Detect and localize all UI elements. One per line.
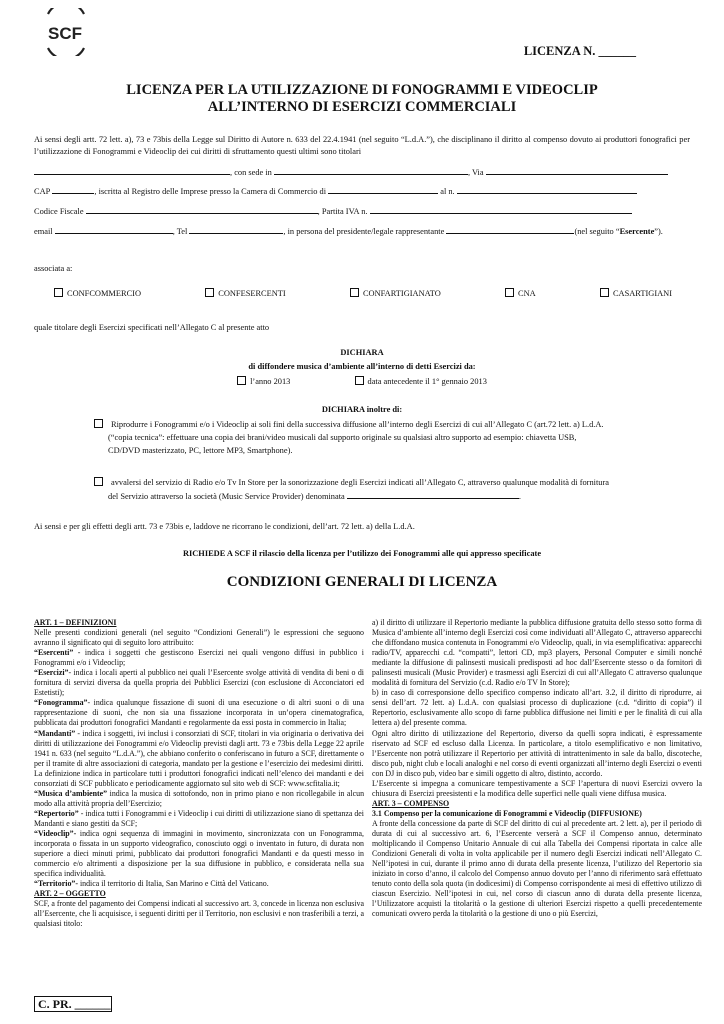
definition: indica il territorio di Italia, San Marino e Città del Vaticano. <box>77 879 269 889</box>
title-line-2: ALL’INTERNO DI ESERCIZI COMMERCIALI <box>207 99 517 115</box>
term: “Esercenti” <box>34 648 74 658</box>
option-cna[interactable] <box>505 288 536 298</box>
def-fonogramma <box>34 698 364 728</box>
tel-label: , Tel <box>172 227 188 236</box>
item-text: (“copia tecnica”: effettuare una copia dei brani/video musicali dal supporto originale su qualsiasi altro supporto ad esempio: chiavetta USB, <box>108 433 577 442</box>
checkbox-icon[interactable] <box>505 288 514 297</box>
associata-label: associata a: <box>34 264 73 273</box>
art2-heading: ART. 2 – OGGETTO <box>34 889 106 899</box>
title-line-1: LICENZA PER LA UTILIZZAZIONE DI FONOGRAMMI E VIDEOCLIP <box>126 82 598 98</box>
art2-text: SCF, a fronte del pagamento dei Compensi indicati al successivo art. 3, concede in licenza non esclusiva all’Esercente, che li acquisisce, i seguenti diritti per il Territorio, non esclusivi e non trasferibili a terzi, a qualsiasi titolo: <box>34 899 364 929</box>
ai-sensi-text: Ai sensi e per gli effetti degli artt. 73 e 73bis e, laddove ne ricorrano le condizioni, dell’art. 72 lett. a) della L.d.A. <box>34 522 415 531</box>
art3-heading: ART. 3 – COMPENSO <box>372 798 450 808</box>
para-esercente: L’Esercente si impegna a comunicare tempestivamente a SCF l’apertura di nuovi Esercizi ovvero la chiusura di Esercizi preesistenti e la modifica delle superfici nelle quali viene diffusa musica. <box>372 778 702 798</box>
associazioni-row <box>34 288 690 298</box>
licence-number: LICENZA N. ______ <box>523 44 636 58</box>
quale-titolare-text: quale titolare degli Esercizi specificati nell’Allegato C al presente atto <box>34 323 270 332</box>
option-data-antecedente[interactable] <box>355 377 487 386</box>
dichiara-subheading: di diffondere musica d’ambiente all’interno di detti Esercizi da: <box>248 362 476 371</box>
music-provider-blank[interactable] <box>347 489 519 499</box>
art31-heading: 3.1 Compenso per la comunicazione di Fonogrammi e Videoclip (DIFFUSIONE) <box>372 808 642 818</box>
def-esercizi <box>34 668 364 698</box>
email-label: email <box>34 227 53 236</box>
def-territorio <box>34 879 364 889</box>
intro-paragraph: Ai sensi degli artt. 72 lett. a), 73 e 73bis della Legge sul Diritto di Autore n. 633 del 22.4.1941 (nel seguito “L.d.A.”), che disciplinano il diritto al compenso dovuto ai produttori fonografici per l’utilizzazione di Fonogrammi e Videoclip dei cui diritti di sfruttamento questi ultimi sono titolari <box>34 135 690 156</box>
def-musica-ambiente <box>34 789 364 809</box>
scf-logo <box>34 8 96 56</box>
def-videoclip <box>34 829 364 879</box>
option-label: CNA <box>518 289 536 298</box>
field-line-sede <box>34 165 690 177</box>
nel-seguito-end: ”). <box>654 227 663 236</box>
term: “Esercizi” <box>34 668 69 678</box>
checkbox-icon[interactable] <box>355 376 364 385</box>
checkbox-icon[interactable] <box>205 288 214 297</box>
item-text: del Servizio attraverso la società (Music Service Provider) denominata <box>108 492 345 501</box>
page-title <box>0 82 724 116</box>
nel-seguito-label: (nel seguito “ <box>574 227 620 236</box>
sede-blank[interactable] <box>274 165 468 175</box>
dichiara-inoltre-heading: DICHIARA inoltre di: <box>321 405 403 414</box>
def-mandanti <box>34 729 364 769</box>
partita-iva-label: , Partita IVA n. <box>317 207 368 216</box>
term: “Repertorio” <box>34 808 79 818</box>
def-repertorio <box>34 809 364 829</box>
definition: - indica i locali aperti al pubblico nei quali l’Esercente svolge attività di vendita di beni o di fornitura di servizi diversa da quella propria dei Pubblici Esercizi (con esclusione di Acconciatori ed Estetisti); <box>34 668 364 698</box>
def-definizione: La definizione indica in particolare tutti i produttori fonografici indicati nell’elenco dei mandanti e dei consorziati di SCF pubblicato e periodicamente aggiornato sul sito web di SCF: www.scfitalia.it; <box>34 768 364 788</box>
dichiara-options <box>0 376 724 386</box>
email-blank[interactable] <box>55 224 173 234</box>
richiede-text: RICHIEDE A SCF il rilascio della licenza per l’utilizzo dei Fonogrammi alle qui appresso specificate <box>182 549 542 558</box>
option-anno-2013[interactable] <box>237 377 290 386</box>
option-confcommercio[interactable] <box>54 288 141 298</box>
company-name-blank[interactable] <box>34 165 230 175</box>
def-esercenti <box>34 648 364 668</box>
tel-blank[interactable] <box>189 224 283 234</box>
conditions-title: CONDIZIONI GENERALI DI LICENZA <box>226 574 498 590</box>
esercente-term: Esercente <box>619 227 655 236</box>
option-label: CONFCOMMERCIO <box>67 289 141 298</box>
dichiara-item-1 <box>94 418 694 457</box>
field-line-email <box>34 224 690 236</box>
option-label: CONFESERCENTI <box>218 289 286 298</box>
checkbox-icon[interactable] <box>94 477 103 486</box>
option-label: CONFARTIGIANATO <box>362 289 441 298</box>
cpr-box[interactable]: C. PR. ______ <box>34 996 112 1012</box>
definition: - indica i soggetti che gestiscono Esercizi nei quali vengono diffusi in pubblico i Fonogrammi e/o i Videoclip; <box>34 648 364 668</box>
codice-fiscale-blank[interactable] <box>86 204 318 214</box>
codice-fiscale-label: Codice Fiscale <box>34 207 84 216</box>
camera-commercio-blank[interactable] <box>328 184 438 194</box>
item-text: Riprodurre i Fonogrammi e/o i Videoclip ai soli fini della successiva diffusione all’interno degli Esercizi di cui all’Allegato C (art.72 lett. a) L.d.A. <box>111 420 604 429</box>
via-label: , Via <box>467 168 484 177</box>
definition: indica la musica di sottofondo, non in primo piano e non ricollegabile in alcun modo alla attività propria dell’Esercizio; <box>34 788 365 808</box>
item-text: CD/DVD masterizzato, PC, lettore MP3, Smartphone). <box>108 446 293 455</box>
para-other-rights: Ogni altro diritto di utilizzazione del Repertorio, diverso da quelli sopra indicati, è espressamente riservato ad SCF ed escluso dalla Licenza. In particolare, a titolo esemplificativo e non limitativo, l’Esercente non potrà utilizzare il Repertorio per attività di intrattenimento in sale da ballo, discoteche, disco pub, night club e locali analoghi e nel corso di eventi organizzati all’interno degli Esercizi o eventi con DJ in disco pub, video bar e simili oggetto di altro, distinto, accordo. <box>372 728 702 778</box>
field-line-cf <box>34 204 690 216</box>
checkbox-icon[interactable] <box>600 288 609 297</box>
para-a: a) il diritto di utilizzare il Repertorio mediante la pubblica diffusione gratuita dello stesso sotto forma di Musica d’ambiente all’interno degli Esercizi così come individuati all’Allegato C, attraverso apparecchi che diffondano musica contenuta in Fonogrammi e/o Videoclip, quali, in via esemplificativa: apparecchi radio/TV, apparecchi c.d. “compatti”, lettori CD, mp3 players, Personal Computer e simili nonché mediante la diffusione di palinsesti musicali predisposti ad hoc dall’Esercente stesso o da fornitori di palinsesti musicali (Music Provider) e trasmessi agli Esercizi di cui all’Allegato C attraverso qualunque modalità di fornitura del Servizio (c.d. Radio e/o TV In Store); <box>372 618 702 688</box>
checkbox-icon[interactable] <box>54 288 63 297</box>
legale-rappresentante-blank[interactable] <box>446 224 574 234</box>
term: “Videoclip”- <box>34 828 77 838</box>
con-sede-in-label: , con sede in <box>230 168 272 177</box>
definition: - indica tutti i Fonogrammi e i Videoclip i cui diritti di utilizzazione siano di spettanza dei Mandanti e siano gestiti da SCF; <box>34 808 364 828</box>
item-end: . <box>518 492 521 501</box>
definition: indica ogni sequenza di immagini in movimento, sincronizzata con un Fonogramma, incorporata o fissata in un supporto videografico, conosciuto oggi o inventato in futuro, di durata non superiore a dieci minuti primi, pubblicato dai produttori fonografici Mandanti e da questi messo in commercio e/o altrimenti a disposizione per la sua diffusione in pubblico, e considerata nella sua specifica individualità. <box>34 828 364 879</box>
partita-iva-blank[interactable] <box>370 204 632 214</box>
term: “Territorio”- <box>34 879 78 889</box>
option-casartigiani[interactable] <box>600 288 672 298</box>
definition: - indica qualunque fissazione di suoni di una esecuzione o di altri suoni o di una rappresentazione di suoni, che non sia una fissazione incorporata in un’opera cinematografica, pubblicata dai produttori fonografici Mandanti e regolarmente da essi posta in commercio in Italia; <box>34 698 364 728</box>
option-confartigianato[interactable] <box>350 288 441 298</box>
iscritta-label: , iscritta al Registro delle Imprese presso la Camera di Commercio di <box>94 187 327 196</box>
conditions-left-column <box>34 618 364 929</box>
conditions-right-column <box>372 618 702 919</box>
art1-intro: Nelle presenti condizioni generali (nel seguito “Condizioni Generali”) le espressioni che seguono avranno il significato qui di seguito loro attribuito: <box>34 628 364 648</box>
cap-label: CAP <box>34 187 51 196</box>
field-line-cap <box>34 184 690 196</box>
definition: - indica i soggetti, ivi inclusi i consorziati di SCF, titolari in via originaria o derivativa dei diritti di utilizzazione dei Fonogrammi e/o Videoclip previsti dagli artt. 73 e 73bis della Legge 22 aprile 1941 n. 633 (nel seguito “L.d.A.”), che abbiano conferito o conferiscano in futuro a SCF, direttamente o per il tramite di altre associazioni di categoria, mandato per la gestione e l’esercizio dei medesimi diritti. <box>34 728 364 768</box>
registro-number-blank[interactable] <box>457 184 637 194</box>
logo-text: SCF <box>48 24 82 43</box>
term: “Mandanti” <box>34 728 76 738</box>
art31-text: A fronte della concessione da parte di SCF del diritto di cui al precedente art. 2 lett. a), per il periodo di durata di cui al successivo art. 6, l’Esercente verserà a SCF il Compenso annuo, determinato moltiplicando il Compenso Unitario Annuale di cui alla Tabella dei Compensi riportata in calce alle Condizioni Generali di volta in volta applicabile per il numero degli Esercizi indicati nell’Allegato C. Nell’ipotesi in cui, durante il primo anno di durata della presente licenza, l’utilizzo del Repertorio sia iniziato in corso d’anno, il calcolo del Compenso annuo dovuto per l’anno di riferimento sarà effettuato tenuto conto della sola quota (in dodicesimi) di Compenso corrispondente ai mesi di effettivo utilizzo di ciascun Esercizio. Nell’ipotesi in cui, nel corso di ciascun anno di durata della presente licenza, l’Utilizzatore acquisti la titolarità o la gestione di ulteriori Esercizi rispetto a quelli precedentemente comunicati ovvero perda la titolarità o la gestione di uno o più Esercizi, <box>372 818 702 919</box>
term: “Musica d’ambiente” <box>34 788 108 798</box>
art1-heading: ART. 1 – DEFINIZIONI <box>34 618 117 627</box>
option-label: CASARTIGIANI <box>612 289 672 298</box>
term: “Fonogramma” <box>34 698 88 708</box>
al-n-label: al n. <box>440 187 455 196</box>
checkbox-icon[interactable] <box>94 419 103 428</box>
option-label: l’anno 2013 <box>250 377 291 386</box>
dichiara-item-2 <box>94 476 694 503</box>
option-confesercenti[interactable] <box>205 288 285 298</box>
checkbox-icon[interactable] <box>237 376 246 385</box>
checkbox-icon[interactable] <box>350 288 359 297</box>
option-label: data antecedente il 1° gennaio 2013 <box>367 377 487 386</box>
para-b: b) in caso di corresponsione dello specifico compenso indicato all’art. 3.2, il diritto di riprodurre, ai sensi dell’art. 72 lett. a) L.d.A. con qualsiasi processo di duplicazione (c.d. “diritto di copia”) il Repertorio, esclusivamente allo scopo di farne pubblica diffusione nei limiti e per le finalità di cui alla lettera a) del presente comma. <box>372 688 702 728</box>
via-blank[interactable] <box>486 165 668 175</box>
cap-blank[interactable] <box>52 184 94 194</box>
dichiara-heading: DICHIARA <box>340 348 384 357</box>
item-text: avvalersi del servizio di Radio e/o Tv In Store per la sonorizzazione degli Esercizi indicati all’Allegato C, attraverso qualunque modalità di fornitura <box>111 478 609 487</box>
persona-label: , in persona del presidente/legale rappresentante <box>283 227 445 236</box>
